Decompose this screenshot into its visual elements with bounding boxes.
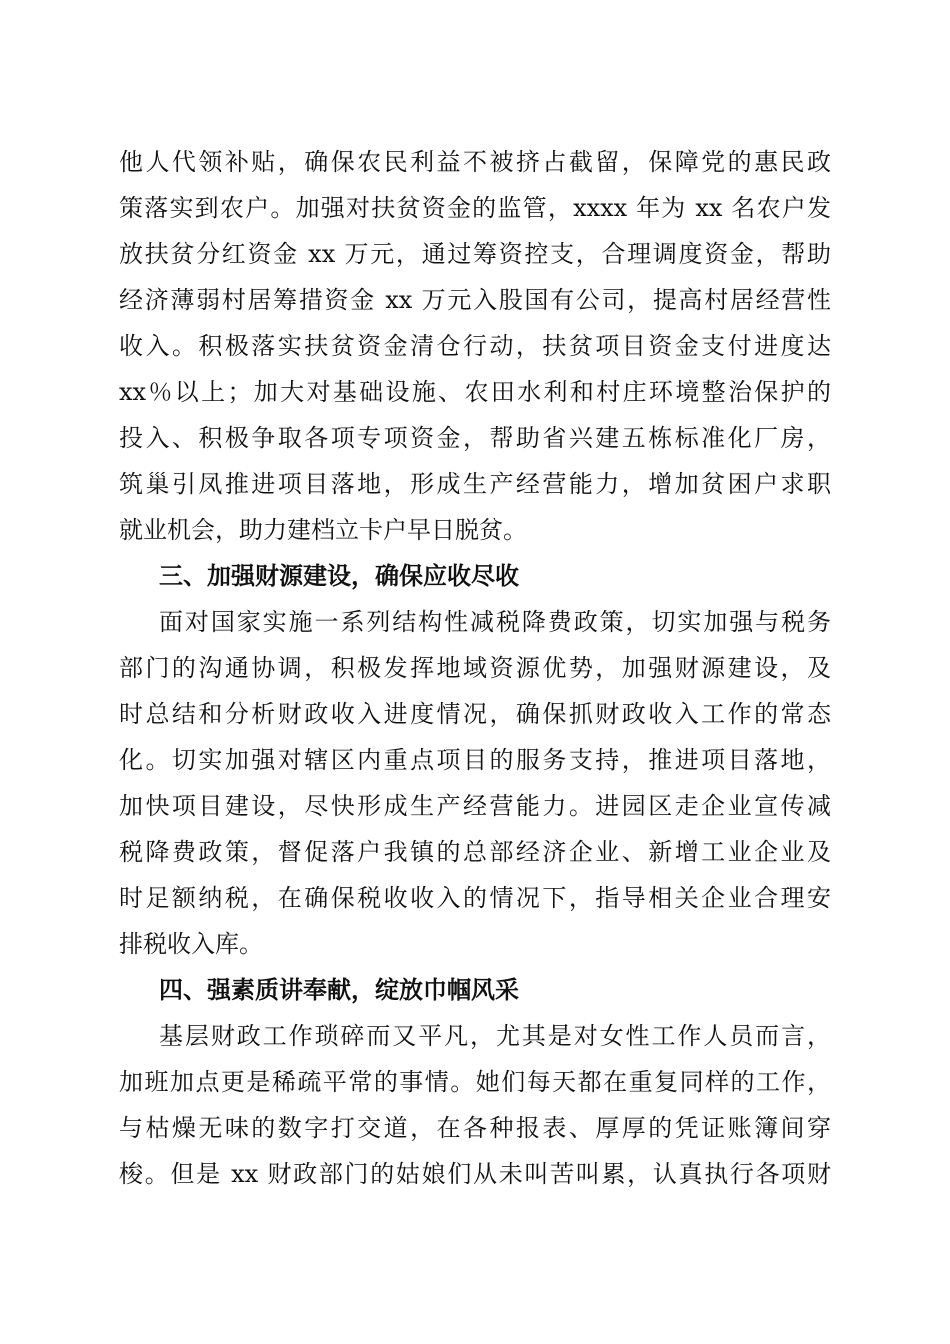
paragraph-2-line: 时总结和分析财政收入进度情况，确保抓财政收入工作的常态 xyxy=(119,700,831,728)
paragraph-1-line: 经济薄弱村居筹措资金 xx 万元入股国有公司，提高村居经营性 xyxy=(119,286,831,314)
paragraph-2-line: 部门的沟通协调，积极发挥地域资源优势，加强财源建设，及 xyxy=(119,654,831,682)
paragraph-1-line: 投入、积极争取各项专项资金，帮助省兴建五栋标准化厂房， xyxy=(119,424,831,452)
paragraph-1-line: 他人代领补贴，确保农民利益不被挤占截留，保障党的惠民政 xyxy=(119,148,831,176)
paragraph-2-line: 化。切实加强对辖区内重点项目的服务支持，推进项目落地， xyxy=(119,746,831,774)
paragraph-2-line: 加快项目建设，尽快形成生产经营能力。进园区走企业宣传减 xyxy=(119,792,831,820)
paragraph-3-line: 加班加点更是稀疏平常的事情。她们每天都在重复同样的工作， xyxy=(119,1068,831,1096)
paragraph-2-line: 时足额纳税，在确保税收收入的情况下，指导相关企业合理安 xyxy=(119,884,831,912)
paragraph-1-line: xx％以上；加大对基础设施、农田水利和村庄环境整治保护的 xyxy=(119,378,831,406)
paragraph-3-line: 与枯燥无味的数字打交道，在各种报表、厚厚的凭证账簿间穿 xyxy=(119,1114,831,1142)
paragraph-3-line: 基层财政工作琐碎而又平凡，尤其是对女性工作人员而言， xyxy=(159,1022,831,1050)
paragraph-1-line: 收入。积极落实扶贫资金清仓行动，扶贫项目资金支付进度达 xyxy=(119,332,831,360)
paragraph-1-line: 筑巢引凤推进项目落地，形成生产经营能力，增加贫困户求职 xyxy=(119,470,831,498)
paragraph-2-line: 排税收入库。 xyxy=(119,930,263,958)
paragraph-1-line: 就业机会，助力建档立卡户早日脱贫。 xyxy=(119,516,527,544)
section-heading-4: 四、强素质讲奉献，绽放巾帼风采 xyxy=(159,976,519,1004)
paragraph-2-line: 税降费政策，督促落户我镇的总部经济企业、新增工业企业及 xyxy=(119,838,831,866)
section-heading-3: 三、加强财源建设，确保应收尽收 xyxy=(159,562,519,590)
paragraph-1-line: 放扶贫分红资金 xx 万元，通过筹资控支，合理调度资金，帮助 xyxy=(119,240,831,268)
paragraph-1-line: 策落实到农户。加强对扶贫资金的监管，xxxx 年为 xx 名农户发 xyxy=(119,194,831,222)
paragraph-2-line: 面对国家实施一系列结构性减税降费政策，切实加强与税务 xyxy=(159,608,831,636)
paragraph-3-line: 梭。但是 xx 财政部门的姑娘们从未叫苦叫累，认真执行各项财 xyxy=(119,1160,831,1188)
